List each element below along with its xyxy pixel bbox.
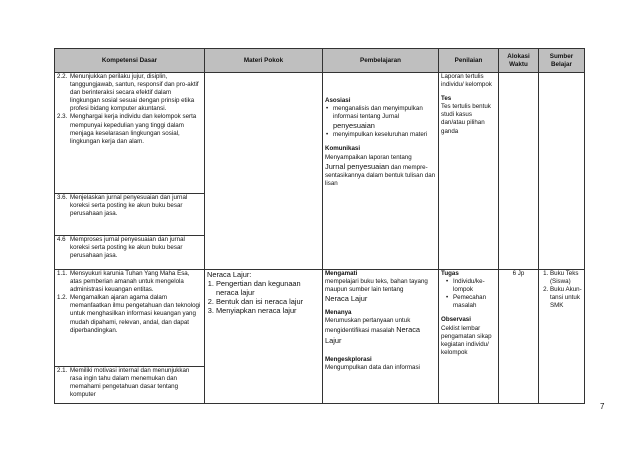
kd-item-2-2 bbox=[57, 73, 202, 113]
header-row bbox=[55, 49, 585, 73]
table-row bbox=[55, 270, 585, 367]
kd-text: Mensyukuri karunia Tuhan Yang Maha Esa, atas pemberian amanah untuk mengelola administrasi keuangan entitas. bbox=[70, 270, 190, 294]
sumber-list bbox=[541, 270, 582, 310]
materi-title: Neraca Lajur: bbox=[207, 270, 252, 279]
kd-text: Mengamalkan ajaran agama dalam memanfaatkan ilmu pengetahuan dan teknologi untuk menghasilkan informasi keuangan yang mudah dipahami, relevan, andal, dan dapat diperbandingkan. bbox=[70, 294, 201, 334]
kd-cell-2-2 bbox=[55, 73, 205, 194]
penilaian-laporan: Laporan tertulis individu/ kelompok bbox=[441, 73, 492, 89]
kd-item-3-6 bbox=[57, 194, 202, 218]
header-alokasi-waktu: Alokasi Waktu bbox=[499, 49, 539, 73]
list-item: 1. Pengertian dan kegunaan neraca lajur bbox=[216, 279, 320, 297]
kd-item-1-1 bbox=[57, 270, 202, 294]
asosiasi-list bbox=[325, 105, 436, 139]
alokasi-cell-empty bbox=[499, 73, 539, 270]
asosiasi-title: Asosiasi bbox=[325, 97, 351, 104]
kd-text: Memproses jurnal penyesuaian dan jurnal koreksi serta posting ke akun buku besar perusahaan jasa. bbox=[70, 236, 185, 260]
kd-text: Menghargai kerja individu dan kelompok serta mempunyai kepedulian yang tinggi dalam menjaga keselarasan lingkungan sosial, lingkungan kerja dan alam. bbox=[70, 113, 197, 145]
menanya-title: Menanya bbox=[325, 309, 352, 317]
page-number: 7 bbox=[600, 402, 605, 411]
observasi-text: Ceklist lembar pengamatan sikap kegiatan individu/ kelompok bbox=[441, 324, 492, 356]
kd-item-2-1 bbox=[57, 367, 202, 399]
kd-text: Menjelaskan jurnal penyesuaian dan jurnal koreksi serta posting ke akun buku besar perusahaan jasa. bbox=[70, 194, 188, 218]
observasi-title: Observasi bbox=[441, 316, 471, 324]
eksplorasi-text: Mengumpulkan data dan informasi bbox=[325, 363, 420, 371]
mengamati-topic: Neraca Lajur bbox=[325, 294, 368, 304]
mengamati-text: mempelajari buku teks, bahan tayang maupun sumber lain tentang bbox=[325, 278, 428, 294]
list-item: • menyimpulkan keseluruhan materi bbox=[333, 131, 436, 139]
materi-cell-empty bbox=[205, 73, 323, 270]
eksplorasi-title: Mengeskplorasi bbox=[325, 355, 372, 363]
tugas-list bbox=[441, 278, 496, 310]
syllabus-table bbox=[54, 48, 585, 404]
kd-item-1-2 bbox=[57, 294, 202, 334]
sumber-cell-empty bbox=[539, 73, 585, 270]
komunikasi-title: Komunikasi bbox=[325, 145, 361, 153]
kd-item-4-6 bbox=[57, 236, 202, 260]
header-penilaian: Penilaian bbox=[439, 49, 499, 73]
alokasi-waktu-value: 6 Jp bbox=[499, 270, 539, 404]
kd-number: 1.2. bbox=[57, 294, 68, 302]
tes-title: Tes bbox=[441, 95, 452, 103]
kd-text: Memiliki motivasi internal dan menunjukkan rasa ingin tahu dalam menemukan dan memahami pengetahuan dasar tentang komputer bbox=[70, 367, 190, 399]
kd-number: 4.6 bbox=[57, 236, 66, 243]
sumber-cell bbox=[539, 270, 585, 404]
header-materi-pokok: Materi Pokok bbox=[205, 49, 323, 73]
list-item: 2. Bentuk dan isi neraca lajur bbox=[216, 297, 320, 306]
tugas-title: Tugas bbox=[441, 270, 459, 277]
list-item: 1. Buku Teks (Siswa) bbox=[550, 270, 582, 286]
kd-number: 2.3. bbox=[57, 113, 68, 121]
kd-cell-3-6 bbox=[55, 194, 205, 236]
komunikasi-text-1: Menyampaikan laporan tentang bbox=[325, 153, 412, 161]
list-item: • Individu/ke-lompok bbox=[453, 278, 496, 294]
penilaian-cell-2 bbox=[439, 270, 499, 404]
kd-number: 1.1. bbox=[57, 270, 68, 277]
header-kompetensi-dasar: Kompetensi Dasar bbox=[55, 49, 205, 73]
materi-cell bbox=[205, 270, 323, 404]
kd-cell-1-1 bbox=[55, 270, 205, 367]
kd-cell-4-6 bbox=[55, 236, 205, 270]
header-pembelajaran: Pembelajaran bbox=[323, 49, 439, 73]
penilaian-cell-1 bbox=[439, 73, 499, 270]
header-sumber-belajar: Sumber Belajar bbox=[539, 49, 585, 73]
list-item: 2. Buku Akun-tansi untuk SMK bbox=[550, 286, 582, 310]
kd-number: 2.2. bbox=[57, 73, 68, 80]
kd-number: 2.1. bbox=[57, 367, 68, 374]
kd-cell-2-1 bbox=[55, 367, 205, 404]
materi-list bbox=[207, 279, 320, 315]
mengamati-title: Mengamati bbox=[325, 270, 358, 277]
list-item: • menganalisis dan menyimpulkan informasi tentang Jurnal penyesuaian bbox=[333, 105, 436, 131]
kd-text: Menunjukkan perilaku jujur, disiplin, tanggungjawab, santun, responsif dan pro-aktif dan berinteraksi secara efektif dalam lingkungan sosial sesuai dengan prinsip etika profesi bidang komputer akuntansi. bbox=[70, 73, 199, 113]
menanya-text: Merumuskan pertanyaan untuk mengidentifikasi masalah Neraca Lajur bbox=[325, 317, 421, 345]
pembelajaran-cell-2 bbox=[323, 270, 439, 404]
table-row bbox=[55, 73, 585, 194]
komunikasi-text-2: Jurnal penyesuaian dan mempre- bbox=[325, 161, 428, 171]
list-item: 3. Menyiapkan neraca lajur bbox=[216, 306, 320, 315]
kd-item-2-3 bbox=[57, 113, 202, 145]
list-item: • Pemecahan masalah bbox=[453, 294, 496, 310]
komunikasi-text-3: sentasikannya dalam bentuk tulisan dan lisan bbox=[325, 171, 436, 187]
pembelajaran-cell-1 bbox=[323, 73, 439, 270]
kd-number: 3.6. bbox=[57, 194, 68, 201]
tes-text: Tes tertulis bentuk studi kasus dan/atau pilihan ganda bbox=[441, 103, 491, 135]
